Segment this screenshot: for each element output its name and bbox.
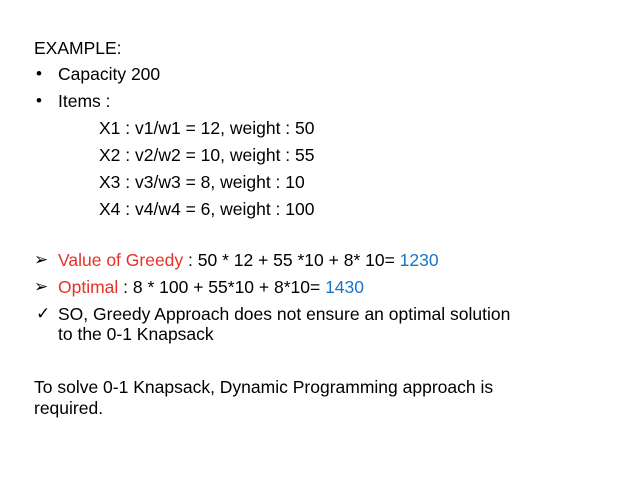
item-x3: X3 : v3/w3 = 8, weight : 10 <box>99 172 305 192</box>
bullet-icon: • <box>36 91 42 110</box>
items-label: Items : <box>58 91 111 111</box>
greedy-label: Value of Greedy <box>58 250 184 270</box>
check-icon: ✓ <box>36 304 51 323</box>
optimal-label: Optimal <box>58 277 119 297</box>
optimal-expression: : 8 * 100 + 55*10 + 8*10= <box>118 277 326 297</box>
footer-line-2: required. <box>34 398 104 418</box>
arrow-bullet-icon: ➢ <box>34 277 49 296</box>
bullet-icon: • <box>36 64 42 83</box>
footer-line-1: To solve 0-1 Knapsack, Dynamic Programming approach is <box>34 377 494 397</box>
conclusion-line-1: SO, Greedy Approach does not ensure an optimal solution <box>58 304 511 324</box>
example-heading: EXAMPLE: <box>34 38 122 58</box>
greedy-line <box>58 250 439 270</box>
greedy-expression: : 50 * 12 + 55 *10 + 8* 10= <box>183 250 400 270</box>
item-x1: X1 : v1/w1 = 12, weight : 50 <box>99 118 315 138</box>
optimal-line <box>58 277 364 297</box>
item-x4: X4 : v4/w4 = 6, weight : 100 <box>99 199 315 219</box>
capacity-text: Capacity 200 <box>58 64 161 84</box>
greedy-result: 1230 <box>399 250 439 270</box>
arrow-bullet-icon: ➢ <box>34 250 49 269</box>
item-x2: X2 : v2/w2 = 10, weight : 55 <box>99 145 315 165</box>
conclusion-line-2: to the 0-1 Knapsack <box>58 324 214 344</box>
optimal-result: 1430 <box>325 277 365 297</box>
